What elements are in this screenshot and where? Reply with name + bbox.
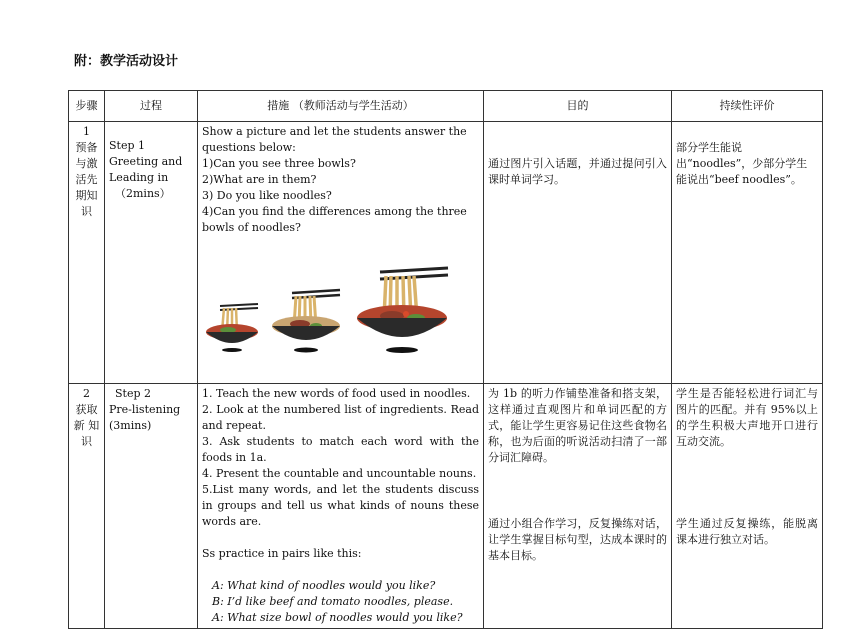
small-noodle-bowl-image (204, 302, 260, 354)
step-line: 预备 (75, 141, 98, 154)
purpose-cell (484, 384, 672, 629)
activity-table (68, 90, 823, 629)
page-title: 附：教学活动设计 (74, 54, 179, 69)
step-line: 期知 (75, 189, 98, 202)
step-line: 与激 (75, 157, 98, 170)
evaluation-text: 部分学生能说出“noodles”，少部分学生能说出“beef noodles”。 (676, 141, 808, 186)
evaluation-text: 学生通过反复操练，能脱离课本进行独立对话。 (676, 517, 818, 546)
purpose-cell (484, 122, 672, 384)
measure-line: 4. Present the countable and uncountable nouns. (202, 467, 477, 480)
measures-cell (198, 384, 484, 629)
large-noodle-bowl-image (354, 266, 450, 354)
measure-line: 4)Can you find the differences among the three bowls of noodles? (202, 205, 467, 234)
medium-noodle-bowl-image (270, 288, 342, 354)
evaluation-text: 学生是否能轻松进行词汇与图片的匹配。并有 95%以上的学生积极大声地开口进行互动交流。 (676, 387, 818, 448)
step-line: 1 (83, 125, 90, 138)
table-header-row (69, 91, 823, 122)
step-line: 获取 (75, 403, 98, 416)
header-purpose: 目的 (484, 91, 672, 122)
process-line: Step 2 (115, 387, 152, 400)
table-row (69, 122, 823, 384)
process-cell (105, 384, 198, 629)
table-row (69, 384, 823, 629)
practice-intro: Ss practice in pairs like this: (202, 547, 362, 560)
step-cell (69, 122, 105, 384)
measure-line: 3. Ask students to match each word with the foods in 1a. (202, 435, 479, 464)
process-line: Leading in (109, 171, 169, 184)
step-line: 新 知 (73, 419, 100, 432)
measure-line: 2)What are in them? (202, 173, 317, 186)
dialogue-line: B: I’d like beef and tomato noodles, please. (212, 595, 454, 608)
step-line: 2 (83, 387, 90, 400)
purpose-text: 通过图片引入话题，并通过提问引入课时单词学习。 (488, 157, 667, 186)
purpose-text: 通过小组合作学习，反复操练对话，让学生掌握目标句型，达成本课时的基本目标。 (488, 517, 667, 562)
evaluation-cell (672, 122, 823, 384)
noodle-bowls-image (202, 258, 479, 354)
measure-line: 1)Can you see three bowls? (202, 157, 356, 170)
measure-line: 5.List many words, and let the students discuss in groups and tell us what kinds of nouns these words are. (202, 483, 479, 528)
process-line: Step 1 (109, 139, 146, 152)
measures-cell (198, 122, 484, 384)
header-measures: 措施 （教师活动与学生活动） (198, 91, 484, 122)
step-line: 识 (81, 205, 92, 218)
evaluation-cell (672, 384, 823, 629)
process-cell (105, 122, 198, 384)
header-process: 过程 (105, 91, 198, 122)
process-line: Pre-listening (109, 403, 181, 416)
step-line: 识 (81, 435, 92, 448)
measure-line: Show a picture and let the students answer the questions below: (202, 125, 467, 154)
step-cell (69, 384, 105, 629)
header-evaluation: 持续性评价 (672, 91, 823, 122)
process-line: (3mins) (109, 419, 152, 432)
header-step: 步骤 (69, 91, 105, 122)
dialogue-line: A: What size bowl of noodles would you like? (212, 611, 463, 624)
measure-line: 2. Look at the numbered list of ingredients. Read and repeat. (202, 403, 479, 432)
process-line: Greeting and (109, 155, 183, 168)
purpose-text: 为 1b 的听力作铺垫准备和搭支架，这样通过直观图片和单词匹配的方式，能让学生更容易记住这些食物名称，也为后面的听说活动扫清了一部分词汇障碍。 (488, 387, 667, 464)
step-line: 活先 (75, 173, 98, 186)
dialogue-line: A: What kind of noodles would you like? (212, 579, 436, 592)
measure-line: 1. Teach the new words of food used in noodles. (202, 387, 471, 400)
measure-line: 3) Do you like noodles? (202, 189, 332, 202)
process-line: （2mins） (115, 187, 171, 200)
